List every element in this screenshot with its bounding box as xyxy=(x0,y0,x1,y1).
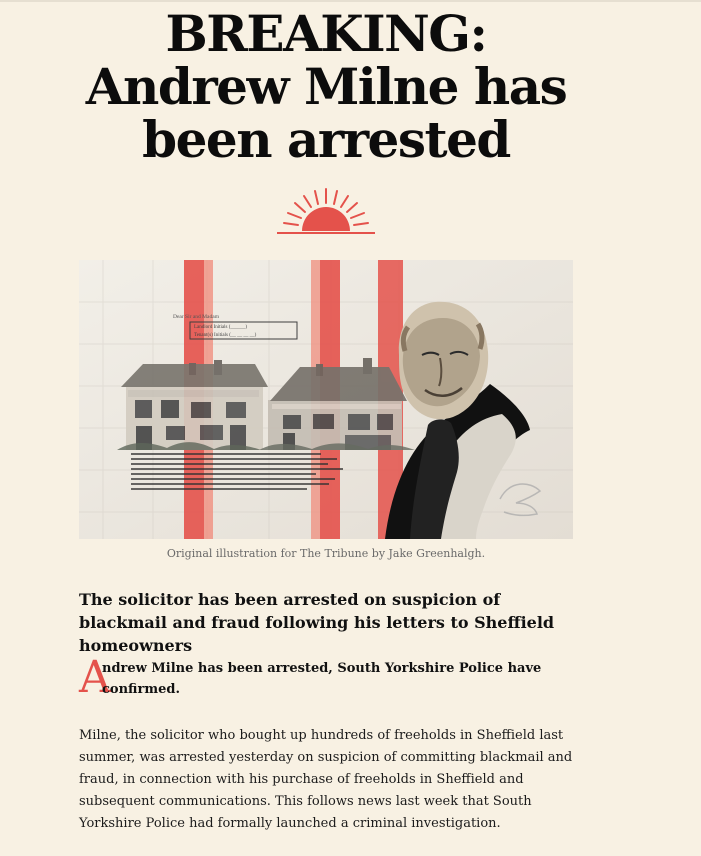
article-body: Milne, the solicitor who bought up hundreds of freeholds in Sheffield last summer, was arrested yesterday on suspicion of committing blackmail and fraud, in connection with his purchase of freeholds in Sheffield and subsequent communications. This follows news last week that South Yorkshire Police had formally launched a criminal investigation. xyxy=(79,728,573,831)
article-headline: BREAKING: Andrew Milne has been arrested xyxy=(85,4,567,169)
lead-paragraph xyxy=(79,652,579,703)
top-border xyxy=(0,0,701,2)
letter-salutation: Dear Sir and Madam xyxy=(173,314,219,320)
letter-box-line-2: Tenant(s) Initials (__ __ __ __) xyxy=(194,333,257,338)
lead-text: ndrew Milne has been arrested, South Yorkshire Police have confirmed. xyxy=(102,661,542,697)
letter-box-line-1: Landlord Initials (______) xyxy=(194,325,248,330)
sun-icon xyxy=(277,186,375,236)
image-caption: Original illustration for The Tribune by Jake Greenhalgh. xyxy=(166,547,486,560)
article-illustration xyxy=(79,260,573,539)
drop-cap: A xyxy=(79,652,111,703)
article-standfirst: The solicitor has been arrested on suspicion of blackmail and fraud following his letters to Sheffield homeowners xyxy=(79,590,555,655)
